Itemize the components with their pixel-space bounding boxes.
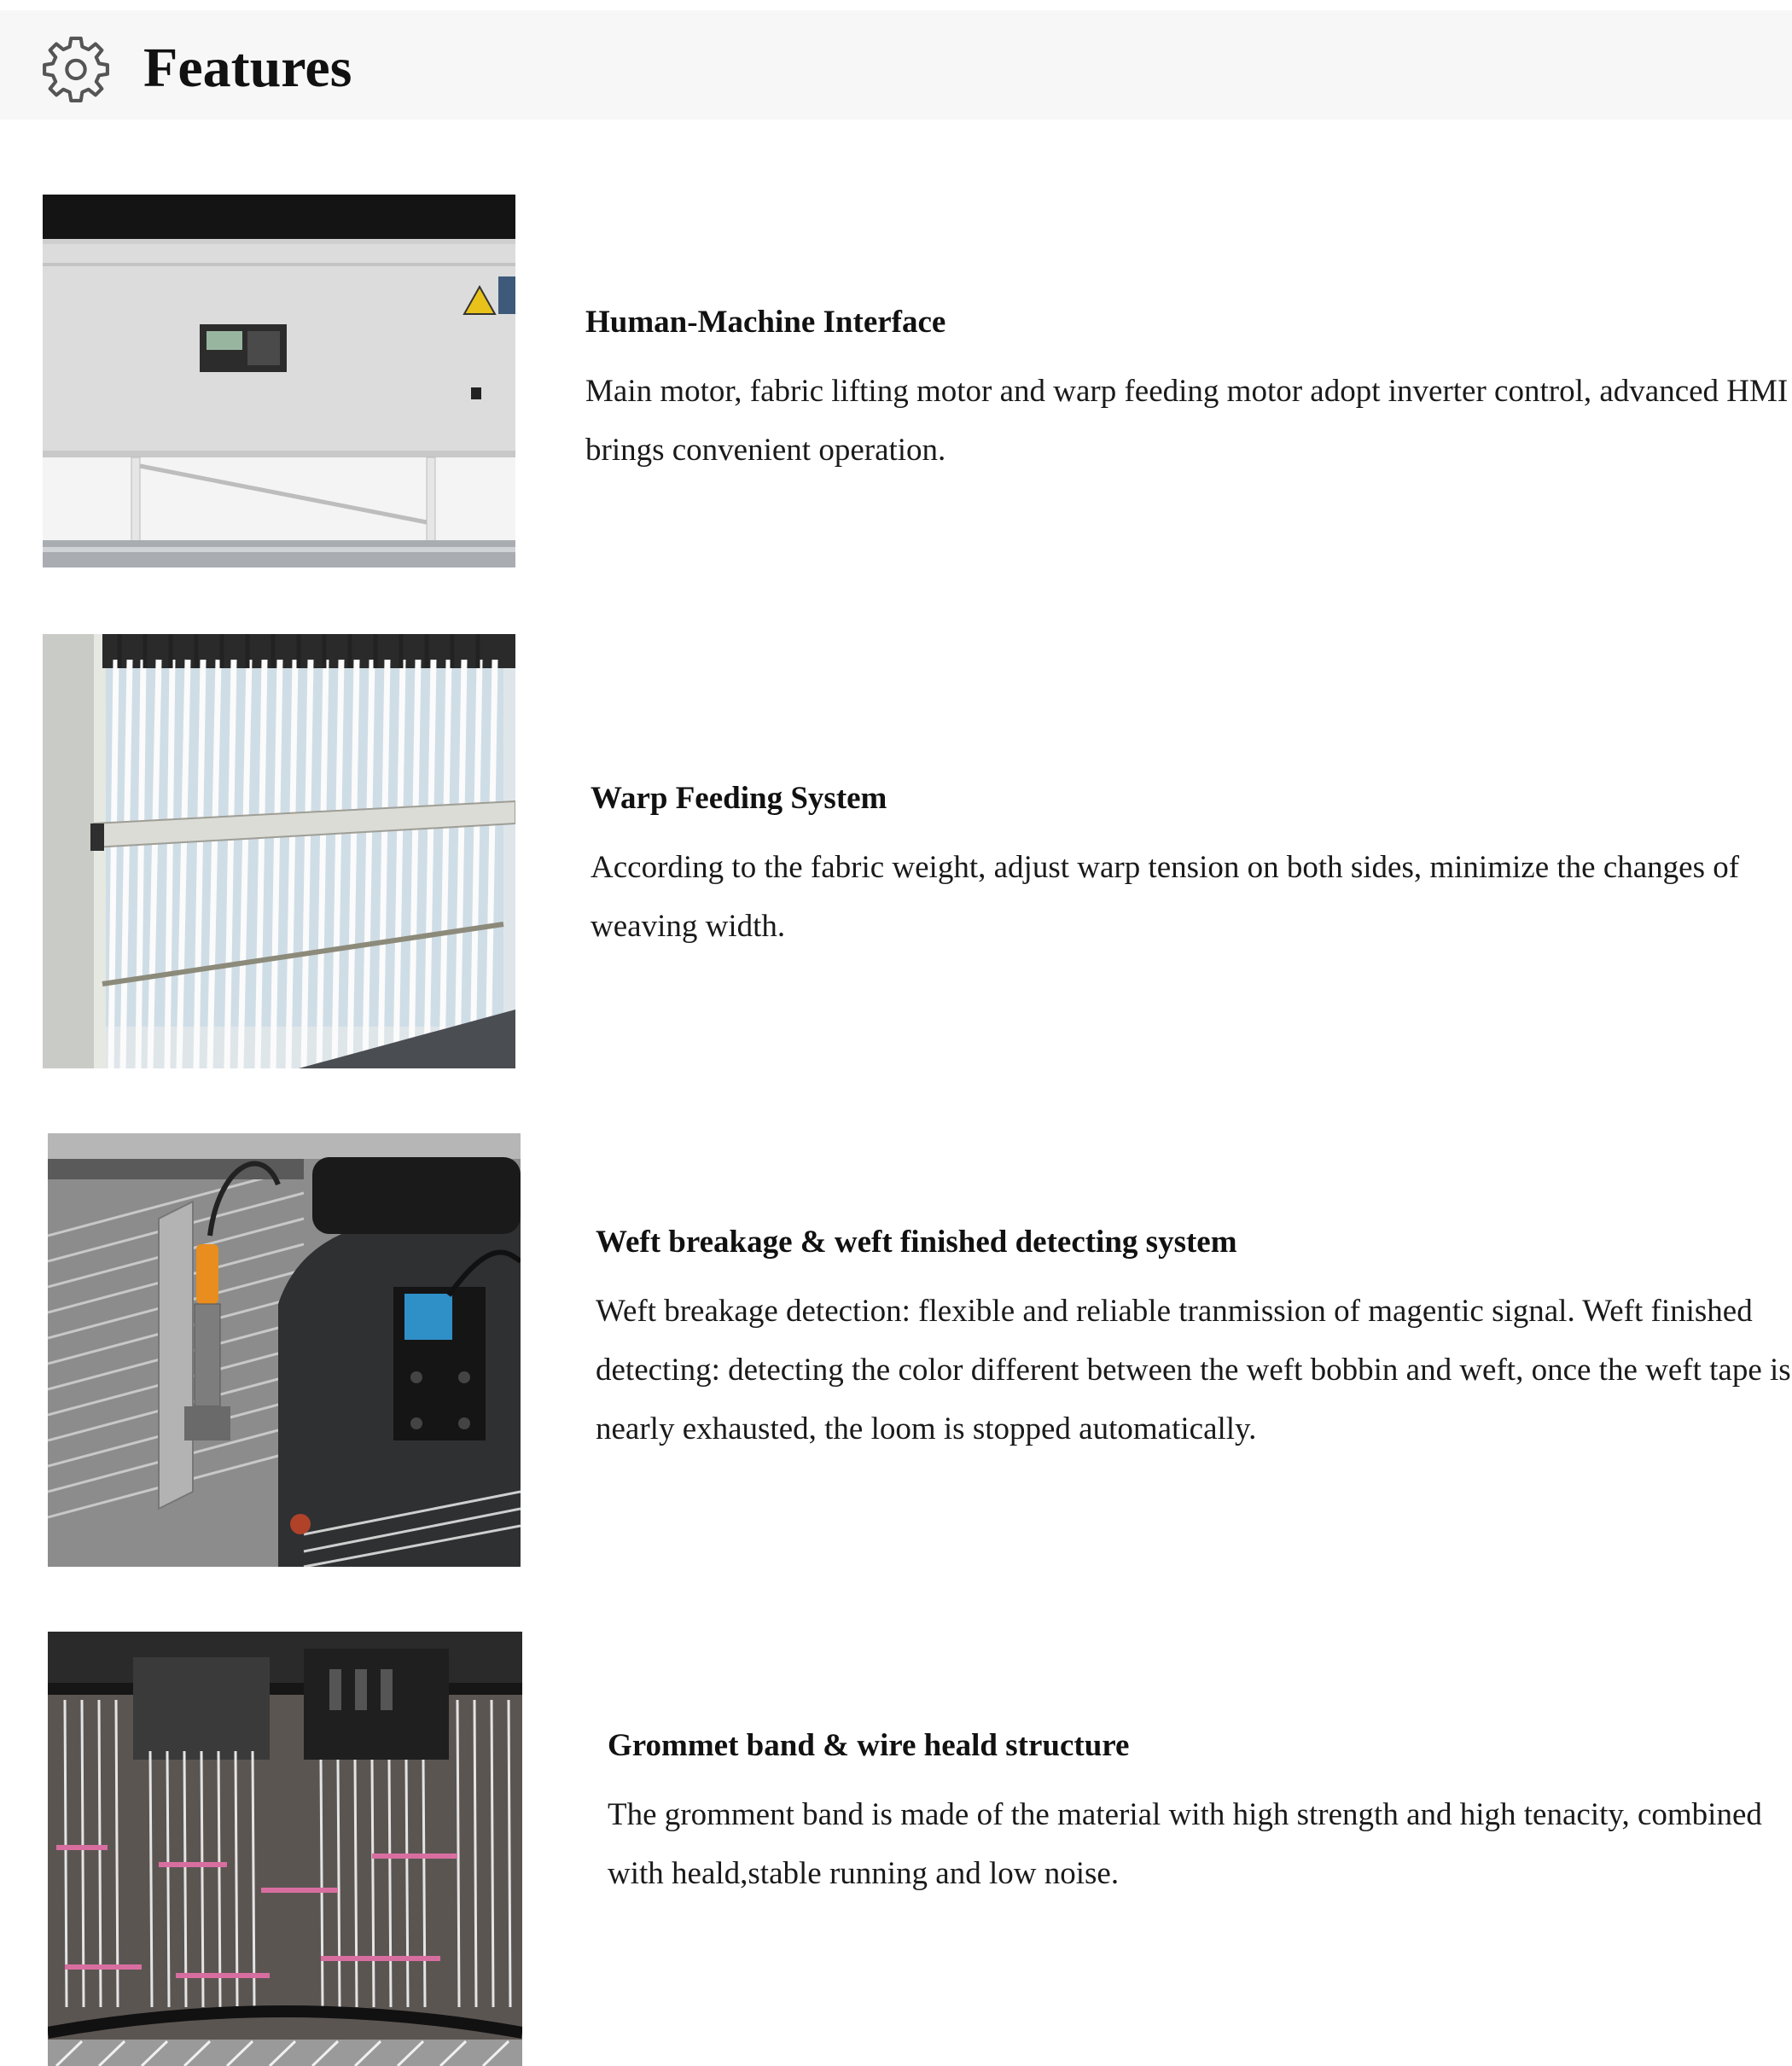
feature-description: Main motor, fabric lifting motor and warp feeding motor adopt inverter control, advanced HMI brings convenient operation. [585,374,1789,468]
warp-threads-photo [43,634,515,1068]
machine-panel-photo [43,195,515,567]
features-header [0,10,1792,119]
feature-weft-detecting [596,1222,1792,1458]
feature-warp-feeding [591,778,1792,956]
feature-grommet-heald [608,1726,1792,1903]
feature-description: According to the fabric weight, adjust warp tension on both sides, minimize the changes of weaving width. [591,850,1740,944]
feature-description: Weft breakage detection: flexible and reliable tranmission of magentic signal. Weft finished detecting: detecting the color different between the weft bobbin and weft, once the weft tape is nearly exhausted, the loom is stopped automatically. [596,1294,1791,1446]
feature-description: The gromment band is made of the material with high strength and high tenacity, combined with heald,stable running and low noise. [608,1797,1762,1891]
weft-sensor-photo [48,1133,521,1567]
feature-title: Human-Machine Interface [585,305,946,340]
feature-hmi [585,302,1792,480]
heald-structure-photo [48,1632,522,2066]
feature-title: Warp Feeding System [591,781,887,816]
feature-title: Weft breakage & weft finished detecting system [596,1225,1237,1260]
feature-title: Grommet band & wire heald structure [608,1728,1130,1763]
gear-icon [41,34,111,104]
page-title: Features [143,37,352,99]
